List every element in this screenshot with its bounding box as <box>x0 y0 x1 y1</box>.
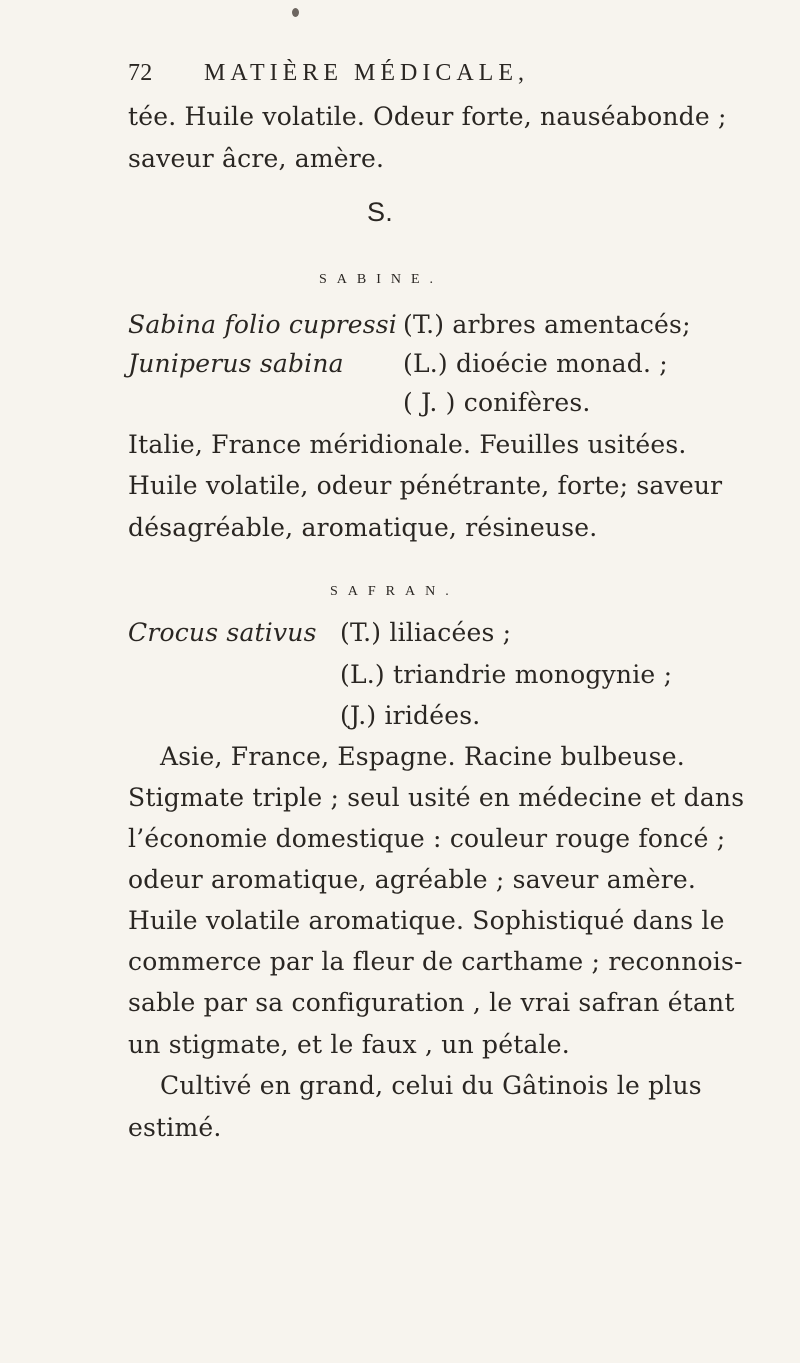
ink-speck <box>292 8 299 17</box>
sabine-class-1: (T.) arbres amentacés; <box>403 310 691 339</box>
section-letter: S. <box>367 197 393 227</box>
safran-body-1: Asie, France, Espagne. Racine bulbeuse. <box>160 742 685 771</box>
sabine-body-2: Huile volatile, odeur pénétrante, forte; saveur <box>128 471 723 500</box>
safran-heading: SAFRAN. <box>330 584 459 599</box>
sabine-class-2: (L.) dioécie monad. ; <box>403 349 668 378</box>
safran-class-1: (T.) liliacées ; <box>340 618 512 647</box>
safran-body-3: l’économie domestique : couleur rouge foncé ; <box>128 824 726 853</box>
sabine-heading: SABINE. <box>319 272 444 287</box>
safran-body-4: odeur aromatique, agréable ; saveur amère. <box>128 865 697 894</box>
safran-body-9: Cultivé en grand, celui du Gâtinois le plus <box>160 1071 702 1100</box>
safran-body-10: estimé. <box>128 1113 222 1142</box>
sabine-body-1: Italie, France méridionale. Feuilles usitées. <box>128 430 687 459</box>
intro-line-2: saveur âcre, amère. <box>128 144 385 173</box>
page-number: 72 <box>128 60 153 86</box>
sabine-body-3: désagréable, aromatique, résineuse. <box>128 513 598 542</box>
safran-body-6: commerce par la fleur de carthame ; reconnois- <box>128 947 743 976</box>
safran-body-2: Stigmate triple ; seul usité en médecine et dans <box>128 783 745 812</box>
sabine-class-3: ( J. ) conifères. <box>403 388 591 417</box>
intro-line-1: tée. Huile volatile. Odeur forte, nauséabonde ; <box>128 102 727 131</box>
sabine-latin-2: Juniperus sabina <box>128 349 344 378</box>
safran-class-2: (L.) triandrie monogynie ; <box>340 660 673 689</box>
safran-body-8: un stigmate, et le faux , un pétale. <box>128 1030 570 1059</box>
running-title: MATIÈRE MÉDICALE, <box>204 60 529 86</box>
safran-body-7: sable par sa configuration , le vrai safran étant <box>128 988 735 1017</box>
safran-latin-1: Crocus sativus <box>128 618 317 647</box>
safran-body-5: Huile volatile aromatique. Sophistiqué dans le <box>128 906 725 935</box>
sabine-latin-1: Sabina folio cupressi <box>128 310 397 339</box>
safran-class-3: (J.) iridées. <box>340 701 481 730</box>
